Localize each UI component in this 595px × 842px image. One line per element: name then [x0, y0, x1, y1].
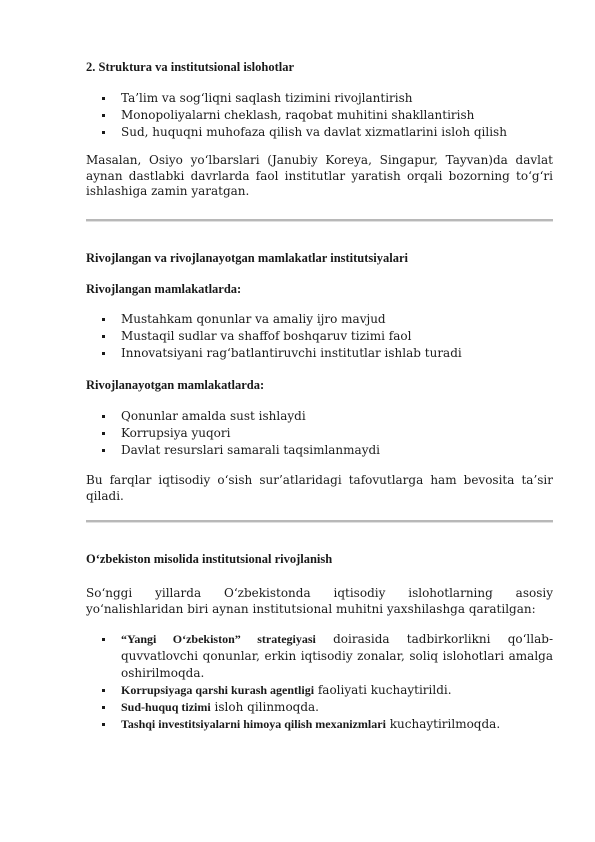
section-divider: [86, 520, 553, 523]
list-item: [86, 682, 553, 699]
developing-bullet-list: [86, 408, 553, 459]
section-heading-structure: 2. Struktura va institutsional islohotlar: [86, 60, 295, 74]
developed-bullet-list: [86, 311, 553, 362]
section-heading-uzbekistan: O‘zbekiston misolida institutsional rivojlanish: [86, 552, 333, 566]
list-item: Sud, huquqni muhofaza qilish va davlat xizmatlarini isloh qilish: [86, 124, 553, 141]
list-item: Korrupsiya yuqori: [86, 425, 553, 442]
list-item: Mustaqil sudlar va shaffof boshqaruv tizimi faol: [86, 328, 553, 345]
item-text: doirasida tadbirkorlikni qo‘llab-quvvatlovchi qonunlar, erkin iqtisodiy zonalar, soliq islohotlari amalga oshirilmoqda.: [121, 632, 554, 680]
list-item: [86, 631, 553, 682]
subheading-developing: Rivojlanayotgan mamlakatlarda:: [86, 378, 265, 392]
item-bold: Korrupsiyaga qarshi kurash agentligi: [121, 683, 315, 697]
structure-bullet-list: [86, 90, 553, 141]
uzbekistan-paragraph: So‘nggi yillarda O‘zbekistonda iqtisodiy islohotlarning asosiy yo‘nalishlaridan biri aynan institutsional muhitni yaxshilashga qaratilgan:: [86, 586, 553, 616]
section-divider: [86, 219, 553, 222]
list-item: [86, 716, 553, 733]
item-text: isloh qilinmoqda.: [210, 700, 319, 714]
list-item: Davlat resurslari samarali taqsimlanmaydi: [86, 442, 553, 459]
section-heading-compare: Rivojlangan va rivojlanayotgan mamlakatlar institutsiyalari: [86, 251, 409, 265]
list-item: Monopoliyalarni cheklash, raqobat muhitini shakllantirish: [86, 107, 553, 124]
list-item: Innovatsiyani rag‘batlantiruvchi institutlar ishlab turadi: [86, 345, 553, 362]
item-bold: Tashqi investitsiyalarni himoya qilish mexanizmlari: [121, 717, 386, 731]
subheading-developed: Rivojlangan mamlakatlarda:: [86, 282, 242, 296]
structure-paragraph: Masalan, Osiyo yo‘lbarslari (Janubiy Koreya, Singapur, Tayvan)da davlat aynan dastlabki davrlarda faol institutlar yaratish orqali bozorning to‘g‘ri ishlashiga zamin yaratgan.: [86, 153, 553, 198]
item-text: kuchaytirilmoqda.: [385, 717, 501, 731]
item-text: faoliyati kuchaytirildi.: [314, 683, 452, 697]
list-item: Qonunlar amalda sust ishlaydi: [86, 408, 553, 425]
list-item: Mustahkam qonunlar va amaliy ijro mavjud: [86, 311, 553, 328]
compare-paragraph: Bu farqlar iqtisodiy o‘sish sur’atlaridagi tafovutlarga ham bevosita ta’sir qiladi.: [86, 473, 553, 503]
list-item: [86, 699, 553, 716]
item-bold: Sud-huquq tizimi: [121, 700, 211, 714]
uzbekistan-reform-list: [86, 631, 553, 733]
list-item: Ta’lim va sog‘liqni saqlash tizimini rivojlantirish: [86, 90, 553, 107]
item-bold: “Yangi O‘zbekiston” strategiyasi: [121, 632, 316, 646]
